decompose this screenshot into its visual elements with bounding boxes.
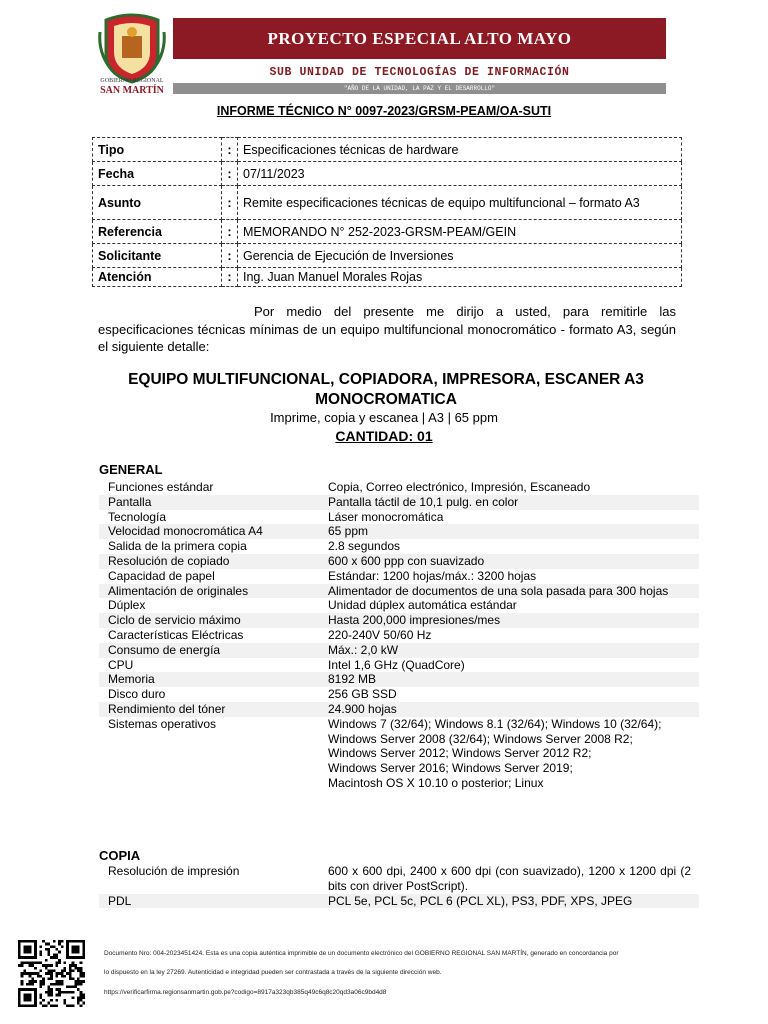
spec-key: Funciones estándar (108, 480, 214, 494)
spec-key: Capacidad de papel (108, 568, 215, 583)
spec-row (99, 672, 699, 687)
equipment-subtitle: Imprime, copia y escanea | A3 | 65 ppm (270, 410, 498, 425)
spec-value: Pantalla táctil de 10,1 pulg. en color (328, 494, 519, 509)
spec-row (99, 584, 699, 599)
spec-value: Alimentador de documentos de una sola pasada para 300 hojas (328, 583, 669, 598)
spec-row (99, 495, 699, 510)
spec-key: Resolución de impresión (108, 864, 240, 878)
spec-key: Rendimiento del tóner (108, 701, 226, 716)
footer-line: Documento Nro: 004-2023451424. Esta es una copia auténtica imprimible de un documento electrónico del GOBIERNO REGIONAL SAN MARTÍN, generado en concordancia por (104, 950, 619, 957)
spec-key: Resolución de copiado (108, 553, 230, 568)
spec-key: Dúplex (108, 598, 146, 613)
spec-key: Memoria (108, 672, 155, 687)
spec-value: 256 GB SSD (328, 687, 397, 702)
spec-row (99, 524, 699, 539)
logo-text-region: SAN MARTÍN (100, 85, 164, 96)
verification-qr-code (18, 940, 85, 1007)
spec-row (99, 894, 699, 909)
intro-paragraph: Por medio del presente me dirijo a usted, para remitirle las especificaciones técnicas mínimas de un equipo multifuncional monocromático - formato A3, según el siguiente detalle: (98, 304, 676, 354)
info-row: Tipo : Especificaciones técnicas de hardware (93, 138, 682, 162)
spec-key: CPU (108, 657, 134, 672)
spec-row (99, 613, 699, 628)
spec-row (99, 539, 699, 554)
quantity: CANTIDAD: 01 (335, 428, 433, 444)
info-value: 07/11/2023 (238, 162, 682, 186)
spec-value: 600 x 600 ppp con suavizado (328, 553, 485, 568)
spec-key: Tecnología (108, 509, 167, 524)
specs-general (99, 480, 699, 791)
equipment-title: EQUIPO MULTIFUNCIONAL, COPIADORA, IMPRESORA, ESCANER A3 MONOCROMATICA (128, 371, 644, 408)
spec-value: Intel 1,6 GHz (QuadCore) (328, 657, 465, 672)
verification-link[interactable]: https://verificarfirma.regionsanmartin.gob.pe?codigo=8917a323qb385q49c6q8c20qd3a06c9bd4d8 (104, 989, 387, 996)
info-value: Ing. Juan Manuel Morales Rojas (238, 268, 682, 287)
spec-key: Alimentación de originales (108, 583, 249, 598)
spec-value: Unidad dúplex automática estándar (328, 598, 517, 613)
spec-row (99, 687, 699, 702)
spec-key: Sistemas operativos (108, 716, 217, 731)
info-row: Solicitante : Gerencia de Ejecución de Inversiones (93, 244, 682, 268)
info-row: Fecha : 07/11/2023 (93, 162, 682, 186)
info-key: Referencia (93, 220, 222, 244)
info-key: Solicitante (93, 244, 222, 268)
spec-value: 8192 MB (328, 672, 377, 687)
section-title-copia: COPIA (99, 848, 141, 863)
subunit-title: SUB UNIDAD DE TECNOLOGÍAS DE INFORMACIÓN (269, 66, 570, 79)
info-key: Fecha (93, 162, 222, 186)
info-row: Referencia : MEMORANDO N° 252-2023-GRSM-PEAM/GEIN (93, 220, 682, 244)
spec-key: Ciclo de servicio máximo (108, 613, 241, 628)
report-title: INFORME TÉCNICO N° 0097-2023/GRSM-PEAM/OA-SUTI (216, 104, 552, 118)
spec-key: Características Eléctricas (108, 627, 244, 642)
spec-key: Salida de la primera copia (108, 539, 247, 554)
spec-row (99, 658, 699, 673)
project-banner: PROYECTO ESPECIAL ALTO MAYO (173, 18, 666, 59)
report-info-table (92, 137, 682, 287)
specs-copia (99, 864, 699, 908)
spec-row (99, 569, 699, 584)
spec-key: Consumo de energía (108, 642, 221, 657)
spec-value: 600 x 600 dpi, 2400 x 600 dpi (con suavizado), 1200 x 1200 dpi (2 bits con driver PostScript). (328, 864, 691, 893)
spec-value: 65 ppm (328, 524, 369, 539)
spec-key: PDL (108, 893, 132, 908)
info-value: MEMORANDO N° 252-2023-GRSM-PEAM/GEIN (238, 220, 682, 244)
info-value: Remite especificaciones técnicas de equipo multifuncional – formato A3 (238, 186, 682, 220)
info-value: Especificaciones técnicas de hardware (238, 138, 682, 162)
spec-value: PCL 5e, PCL 5c, PCL 6 (PCL XL), PS3, PDF, XPS, JPEG (328, 893, 633, 908)
spec-value: 2.8 segundos (328, 539, 401, 554)
info-row: Asunto : Remite especificaciones técnicas de equipo multifuncional – formato A3 (93, 186, 682, 220)
spec-row (99, 598, 699, 613)
spec-row (99, 510, 699, 525)
spec-row (99, 717, 699, 791)
spec-row (99, 554, 699, 569)
spec-value: Láser monocromática (328, 509, 444, 524)
spec-value: Windows 7 (32/64); Windows 8.1 (32/64); Windows 10 (32/64); Windows Server 2008 (32/64); Windows Server 2008 R2; Windows Server 2012; Windows Server 2012 R2; Windows Server 2016; Windows Server 2019; Macintosh OS X 10.10 o posterior; Linux (328, 716, 662, 790)
info-key: Atención (93, 268, 222, 287)
spec-value: Máx.: 2,0 kW (328, 642, 399, 657)
spec-key: Pantalla (108, 494, 152, 509)
spec-value: Estándar: 1200 hojas/máx.: 3200 hojas (328, 568, 537, 583)
spec-key: Velocidad monocromática A4 (108, 524, 263, 539)
info-value: Gerencia de Ejecución de Inversiones (238, 244, 682, 268)
spec-value: 24.900 hojas (328, 701, 397, 716)
info-key: Asunto (93, 186, 222, 220)
regional-government-logo (96, 12, 168, 96)
spec-row (99, 702, 699, 717)
spec-value: Hasta 200,000 impresiones/mes (328, 613, 501, 628)
info-key: Tipo (93, 138, 222, 162)
logo-text-government: GOBIERNO REGIONAL (100, 78, 164, 84)
spec-row (99, 480, 699, 495)
section-title-general: GENERAL (99, 462, 163, 477)
footer-line: lo dispuesto en la ley 27269. Autenticidad e integridad pueden ser contrastada a través de la siguiente dirección web. (104, 969, 442, 976)
spec-row (99, 864, 699, 894)
spec-value: 220-240V 50/60 Hz (328, 627, 432, 642)
spec-row (99, 628, 699, 643)
info-row: Atención : Ing. Juan Manuel Morales Rojas (93, 268, 682, 287)
spec-value: Copia, Correo electrónico, Impresión, Escaneado (328, 480, 591, 494)
spec-key: Disco duro (108, 687, 166, 702)
year-motto: "AÑO DE LA UNIDAD, LA PAZ Y EL DESARROLLO" (173, 83, 666, 94)
spec-row (99, 643, 699, 658)
